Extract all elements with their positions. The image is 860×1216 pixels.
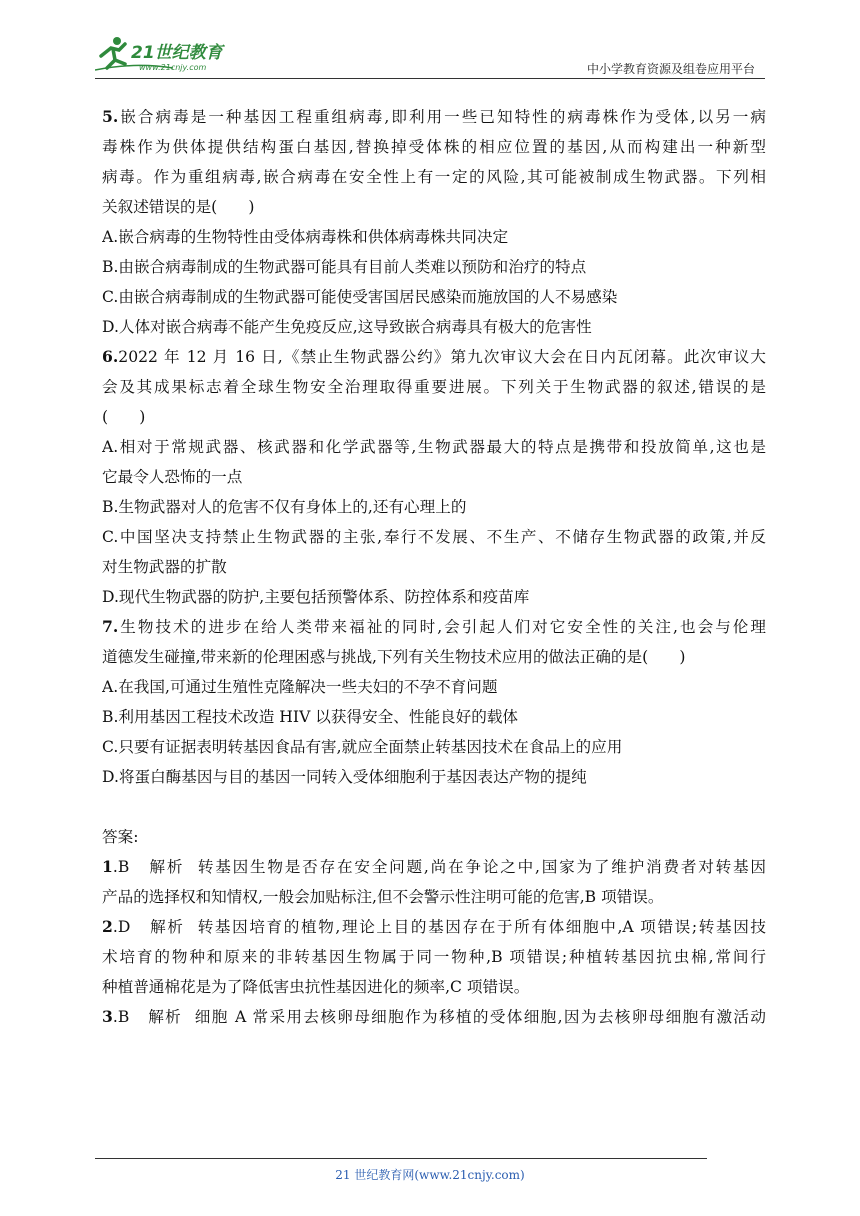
option-a: A.在我国,可通过生殖性克隆解决一些夫妇的不孕不育问题 <box>102 678 498 696</box>
option-a: A.嵌合病毒的生物特性由受体病毒株和供体病毒株共同决定 <box>102 228 509 246</box>
question-number: 6 <box>102 347 113 366</box>
analysis-label: 解析 <box>149 858 185 876</box>
answer-line: 产品的选择权和知情权,一般会加贴标注,但不会警示性注明可能的危害,B 项错误。 <box>102 888 664 906</box>
answer-1 <box>102 852 766 912</box>
option-c-cont: 对生物武器的扩散 <box>102 558 227 576</box>
option-c: C.由嵌合病毒制成的生物武器可能使受害国居民感染而施放国的人不易感染 <box>102 288 618 306</box>
header-divider <box>95 78 765 79</box>
answer-line: 术培育的物种和原来的非转基因生物属于同一物种,B 项错误;种植转基因抗虫棉,常间行 <box>102 948 766 966</box>
platform-name: 中小学教育资源及组卷应用平台 <box>586 62 755 76</box>
logo-url: www.21cnjy.com <box>139 63 207 72</box>
question-line: 道德发生碰撞,带来新的伦理困惑与挑战,下列有关生物技术应用的做法正确的是( ) <box>102 648 686 666</box>
logo-text: 21世纪教育 <box>131 43 223 63</box>
option-a-cont: 它最令人恐怖的一点 <box>102 468 243 486</box>
footer-divider <box>95 1158 707 1159</box>
question-6 <box>102 342 766 612</box>
logo <box>95 34 255 74</box>
question-line: 5.嵌合病毒是一种基因工程重组病毒,即利用一些已知特性的病毒株作为受体,以另一病 <box>102 107 766 126</box>
answer-3 <box>102 1002 766 1032</box>
question-line: 7.生物技术的进步在给人类带来福祉的同时,会引起人们对它安全性的关注,也会与伦理 <box>102 617 766 636</box>
option-a: A.相对于常规武器、核武器和化学武器等,生物武器最大的特点是携带和投放简单,这也是 <box>102 438 766 456</box>
answer-line: 1.B 解析 转基因生物是否存在安全问题,尚在争论之中,国家为了维护消费者对转基因 <box>102 857 766 876</box>
answer-line: 种植普通棉花是为了降低害虫抗性基因进化的频率,C 项错误。 <box>102 978 530 996</box>
answer-line: 3.B 解析 细胞 A 常采用去核卵母细胞作为移植的受体细胞,因为去核卵母细胞有激活动 <box>102 1007 766 1026</box>
question-line: 病毒。作为重组病毒,嵌合病毒在安全性上有一定的风险,其可能被制成生物武器。下列相 <box>102 168 766 186</box>
question-7 <box>102 612 766 792</box>
question-line: ( ) <box>102 408 146 426</box>
option-d: D.人体对嵌合病毒不能产生免疫反应,这导致嵌合病毒具有极大的危害性 <box>102 318 592 336</box>
option-b: B.生物武器对人的危害不仅有身体上的,还有心理上的 <box>102 498 467 516</box>
document-body <box>102 102 766 1032</box>
question-number: 5 <box>102 107 113 126</box>
analysis-label: 解析 <box>150 918 185 936</box>
answer-line: 2.D 解析 转基因培育的植物,理论上目的基因存在于所有体细胞中,A 项错误;转基因技 <box>102 917 766 936</box>
question-line: 关叙述错误的是( ) <box>102 198 255 216</box>
option-d: D.现代生物武器的防护,主要包括预警体系、防控体系和疫苗库 <box>102 588 530 606</box>
answer-2 <box>102 912 766 1002</box>
option-c: C.只要有证据表明转基因食品有害,就应全面禁止转基因技术在食品上的应用 <box>102 738 623 756</box>
page-header <box>95 30 765 80</box>
question-5 <box>102 102 766 342</box>
analysis-label: 解析 <box>148 1008 183 1026</box>
option-d: D.将蛋白酶基因与目的基因一同转入受体细胞利于基因表达产物的提纯 <box>102 768 587 786</box>
answers-heading: 答案: <box>102 828 139 846</box>
option-b: B.利用基因工程技术改造 HIV 以获得安全、性能良好的载体 <box>102 708 519 726</box>
question-line: 会及其成果标志着全球生物安全治理取得重要进展。下列关于生物武器的叙述,错误的是 <box>102 378 766 396</box>
question-line: 毒株作为供体提供结构蛋白基因,替换掉受体株的相应位置的基因,从而构建出一种新型 <box>102 138 766 156</box>
question-number: 7 <box>102 617 113 636</box>
option-b: B.由嵌合病毒制成的生物武器可能具有目前人类难以预防和治疗的特点 <box>102 258 587 276</box>
footer-link[interactable]: 21 世纪教育网(www.21cnjy.com) <box>335 1168 525 1182</box>
option-c: C.中国坚决支持禁止生物武器的主张,奉行不发展、不生产、不储存生物武器的政策,并反 <box>102 528 766 546</box>
question-line: 6.2022 年 12 月 16 日,《禁止生物武器公约》第九次审议大会在日内瓦闭幕。此次审议大 <box>102 347 766 366</box>
